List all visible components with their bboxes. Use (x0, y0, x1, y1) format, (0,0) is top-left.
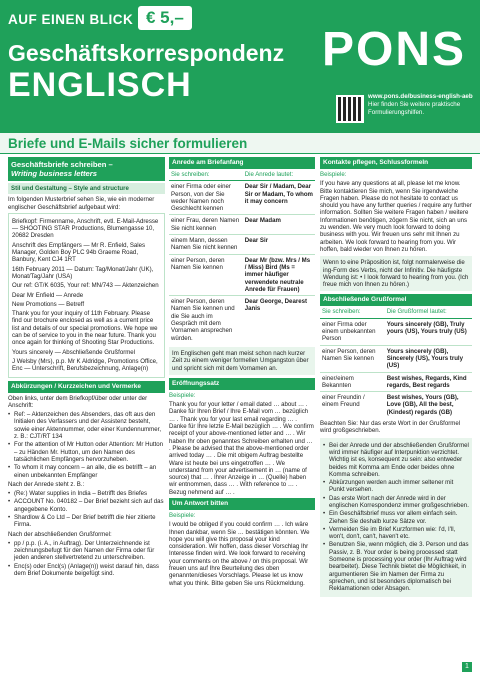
web-url[interactable]: www.pons.de/business-english-aeb (368, 93, 473, 100)
web-hint (368, 93, 478, 117)
label: Beispiele: (169, 391, 196, 399)
list: • Ref: – Aktenzeichen des Absenders, das oft aus den Initialen des Verfassers und der Assistenz besteht, sowie einer Aktennummer, oder einer Kundennummer, z. B.: CJT/RT 134 • For the attention of Mr Hutton oder Attention: Mr Hutton – zu Händen Mr. Hutton, um den Namen des tatsächlichen Empfängers hervorzuheben. • To whom it may concern – an alle, die es betrifft – an einen unbekannten Empfänger (8, 411, 165, 479)
abbreviations-heading: Abkürzungen / Kurzzeichen und Vermerke (8, 381, 165, 393)
price-badge: € 5,– (138, 6, 192, 30)
list: • (Re:) Water supplies in India – Betrifft des Briefes • ACCOUNT No. 040182 – Der Brief bezieht sich auf das angegebene Konto. • Shardlow & Co Ltd – Der Brief betrifft die hier zitierte Firma. (8, 490, 165, 528)
list: • pp / p.p. (i. A., in Auftrag). Der Unterzeichnende ist zeichnungsbefugt für den Namen der Firma oder für jeden anderen stellvertretend zu unterschreiben. • Enc(s) oder Encl(s) (Anlage(n)) weist darauf hin, dass dem Brief Dokumente beigefügt sind. (8, 540, 165, 577)
closing-table: Sie schreiben: Die Grußformel lautet: einer Firma oder einem unbekannten Person Yours sincerely (GB), Truly yours (US), Yours truly (US) einer Person, deren Namen Sie kennen Yours sincerely (GB), Sincerely (US), Yours truly (US) einer/einem Bekannten Best wishes, Regards, Kind regards, Best regards einer Freundin / einem Freund Best wishes, Yours (GB), Love (GB), All the best, (Kindest) regards (GB) (320, 306, 472, 418)
page-number: 1 (462, 662, 472, 672)
tips-list: • Bei der Anrede und der abschließenden Grußformel wird immer häufiger auf Interpunktion verzichtet. Wichtig ist es, konsequent zu sein: also entweder beides mit Komma am Ende oder beides ohne Komma schreiben. • Abkürzungen werden auch immer seltener mit Punkt versehen. • Das erste Wort nach der Anrede wird in der englischen Korrespondenz immer großgeschrieben. • Ein Geschäftsbrief muss vor allem einfach sein. Ziehen Sie deshalb kurze Sätze vor. • Vermeiden Sie im Brief Kurzformen wie: I'd, I'll, won't, don't, can't, haven't etc. • Benutzen Sie, wenn möglich, die 3. Person und das Passiv, z. B. Your order is being processed statt Someone is processing your order (Ihr Auftrag wird bearbeitet). Diese Technik bietet die Möglichkeit, in argumentieren Sie im Namen der Firma zu sprechen, und ist besonders diplomatisch bei Reklamationen oder Absagen. (320, 438, 472, 597)
section-heading: Kontakte pflegen, Schlussformeln (320, 157, 472, 169)
section-heading: Anrede am Briefanfang (169, 157, 315, 169)
intro: Im folgenden Musterbrief sehen Sie, wie ein moderner englischer Geschäftsbrief aufgebaut wird: (8, 196, 155, 211)
sub-heading: Stil und Gestaltung – Style and structure (8, 183, 165, 194)
banner-title: Briefe und E-Mails sicher formulieren (8, 136, 248, 151)
column-2 (169, 157, 315, 672)
note: Wenn to eine Präposition ist, folgt normalerweise die ing-Form des Verbs, nicht der Infinitiv. Die häufigste Wendung ist: • I look forward to hearing from you. (Ich freue mich von Ihnen zu hören.) (320, 256, 472, 291)
note: Im Englischen geht man meist schon nach kurzer Zeit zu einem weniger formellen Umgangston über und spricht sich mit dem Vornamen an. (169, 347, 315, 375)
contact-examples: If you have any questions at all, please let me know. Bitte kontaktieren Sie mich, wenn Sie irgendwelche Fragen haben. Please do not hesitate to contact us should you have any further queries / require any further information. Sollten Sie weitere Fragen haben / weitere Informationen benötigen, zögern Sie nicht, sich an uns zu wenden. We very much look forward to doing business with you. Wir freuen uns sehr mit Ihnen zu arbeiten. We look forward to hearing from you. Wir hoffen, bald wieder von Ihnen zu hören. (320, 180, 472, 253)
pons-logo: PONS (322, 23, 467, 76)
text: Oben links, unter dem Briefkopf/über oder unter der Anschrift: (8, 394, 148, 409)
section-heading: Um Antwort bitten (169, 498, 315, 510)
section-heading: Geschäftsbriefe schreiben – Writing business letters (8, 157, 165, 181)
label: Beispiele: (320, 171, 347, 178)
kicker: AUF EINEN BLICK (8, 12, 134, 27)
web-text: Hier finden Sie weitere praktische Formulierungshilfen. (368, 101, 461, 116)
salutation-table: Sie schreiben: Die Anrede lautet: einer Firma oder einer Person, von der Sie weder Namen noch Geschlecht kennen Dear Sir / Madam, Dear Sir or Madam, To whom it may concern einer Frau, deren Namen Sie nicht kennen Dear Madam einem Mann, dessen Namen Sie nicht kennen Dear Sir einer Person, deren Namen Sie kennen Dear Mr (bzw. Mrs / Ms / Miss) Bird (Ms = immer häufiger verwendete neutrale Anrede für Frauen) einer Person, deren Namen Sie kennen und die Sie auch im Gespräch mit dem Vornamen ansprechen würden. Dear George, Dearest Janis (169, 169, 315, 344)
column-1 (8, 157, 165, 672)
column-3 (320, 157, 472, 672)
subtitle: ENGLISCH (8, 66, 192, 104)
opening-examples: Thank you for your letter / email dated … about … . Danke für Ihren Brief / Ihre E-Mail vom … bezüglich … . Thank you for your last email regarding … . Danke für Ihre letzte E-Mail bezüglich … . We confirm receipt of your above-mentioned letter and … . Wir haben Ihr oben genanntes Schreiben erhalten und … . Please be advised that the above-mentioned order arrived today … . Die mit obigem Auftrag bestellte Ware ist heute bei uns eingetroffen … . We understand from your advertisement in … (name of source) that … . Ihrer Anzeige in … (Quelle) haben wir entnommen, dass … . With reference to … . Bezug nehmend auf … . (169, 401, 314, 496)
section-heading: Abschließende Grußformel (320, 294, 472, 306)
qr-code-icon (336, 95, 364, 123)
note-text: Beachten Sie: Nur das erste Wort in der Grußformel wird großgeschrieben. (320, 420, 461, 435)
title: Geschäftskorrespondenz (8, 40, 285, 66)
section-heading: Eröffnungssatz (169, 378, 315, 390)
reply-examples: I would be obliged if you could confirm … . Ich wäre Ihnen dankbar, wenn Sie … bestätigen könnten. We hope you will give this proposal your kind consideration. Wir hoffen, dass dieser Vorschlag Ihr Interesse finden wird. We look forward to receiving your comments on the above / on this proposal. Wir freuen uns auf Ihre Beurteilung des oben genannten/dieses Vorschlags. Please let us know what you think. Bitte geben Sie uns Rückmeldung. (169, 521, 310, 587)
banner (0, 132, 480, 154)
text: Nach der Anrede steht z. B.: (8, 480, 85, 488)
text: Nach der abschließenden Grußformel: (8, 530, 112, 538)
label: Beispiele: (169, 511, 196, 519)
header (0, 0, 480, 150)
sample-letter: Briefkopf: Firmenname, Anschrift, evtl. E-Mail-Adresse — SHOOTING STAR Productions, Blumengasse 10, 20682 Dresden Anschrift des Empfängers — Mr R. Enfield, Sales Manager, Golden Boy PLC 94b Graeme Road, Banbury, Kent CJ4 1RT 16th February 2011 — Datum: Tag/Monat/Jahr (UK), Monat/Tag/Jahr (USA) Our ref: GT/K 6035, Your ref: MN/743 — Aktenzeichen Dear Mr Enfield — Anrede New Promotions — Betreff Thank you for your inquiry of 11th February. Please find our brochure enclosed as well as a current price list and details of our special promotions. We hope we can be of service to you in the near future. Thank you once again for thinking of Shooting Star Productions. Yours sincerely — Abschließende Grußformel J Welsby (Mrs), p.p. Mr K Aldridge, Promotions Office, Enc — Unterschrift, Berufsbezeichnung, Anlage(n) (8, 213, 165, 378)
